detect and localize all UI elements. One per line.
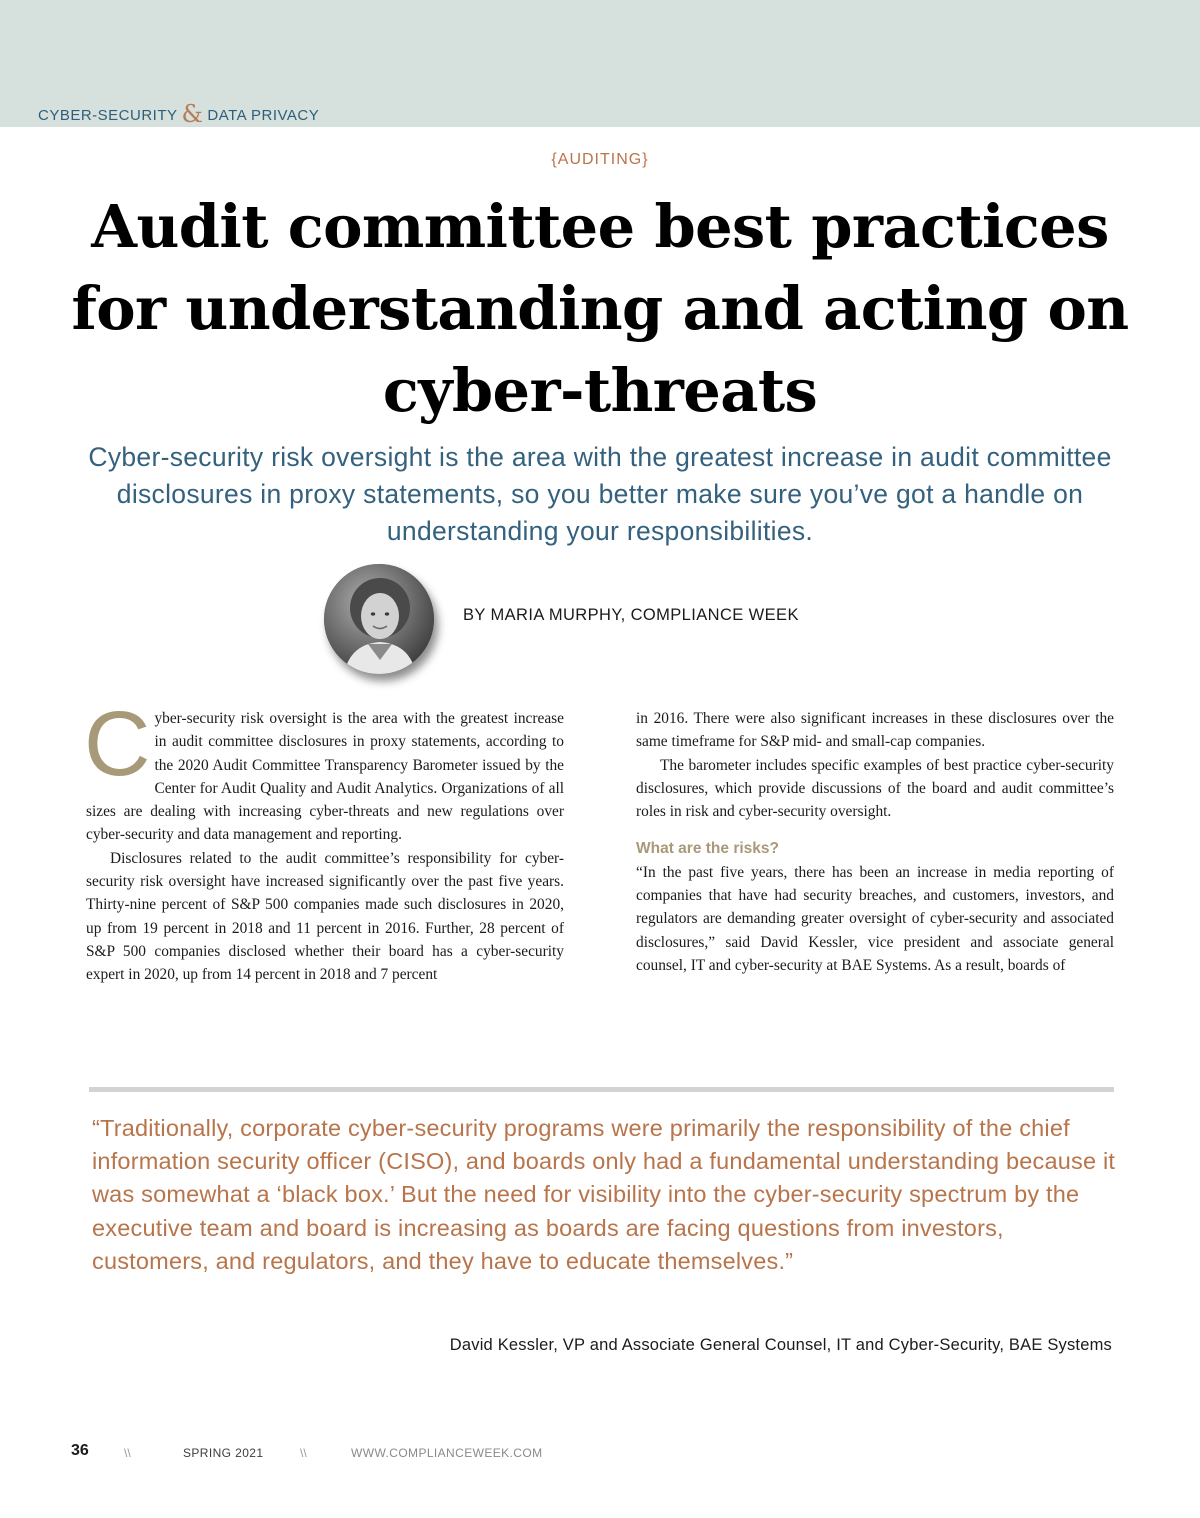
article-deck: Cyber-security risk oversight is the area with the greatest increase in audit committee disclosures in proxy statements, so you better make sure you’ve got a handle on understanding your responsibilities. xyxy=(88,442,1112,546)
section-label xyxy=(38,98,319,126)
body-paragraph: Disclosures related to the audit committee’s responsibility for cyber-security risk oversight have increased significantly over the past five years. Thirty-nine percent of S&P 500 companies made such disclosures in 2020, up from 19 percent in 2018 and 11 percent in 2016. Further, 28 percent of S&P 500 companies disclosed whether their board has a cyber-security expert in 2020, up from 14 percent in 2018 and 7 percent xyxy=(86,849,564,984)
page-number: 36 xyxy=(71,1442,89,1459)
body-paragraph xyxy=(84,693,564,847)
article-byline: BY MARIA MURPHY, COMPLIANCE WEEK xyxy=(463,606,799,624)
footer-separator: \\ xyxy=(300,1446,307,1460)
body-paragraph: “In the past five years, there has been an increase in media reporting of companies that have had security breaches, and customers, investors, and regulators are demanding greater oversight of cyber-security and associated disclosures,” said David Kessler, vice president and associate general counsel, IT and cyber-security at BAE Systems. As a result, boards of xyxy=(636,863,1114,974)
article-kicker: {AUDITING} xyxy=(551,151,649,168)
section-label-left: CYBER-SECURITY xyxy=(38,107,178,124)
body-column-left xyxy=(84,693,564,987)
body-paragraph: in 2016. There were also significant increases in these disclosures over the same timeframe for S&P mid- and small-cap companies. xyxy=(636,710,1114,751)
body-paragraph-text: yber-security risk oversight is the area with the greatest increase in audit committee disclosures in proxy statements, according to the 2020 Audit Committee Transparency Barometer issued by the Center for Audit Quality and Audit Analytics. Organizations of all sizes are dealing with increasing cyber-threats and new regulations over cyber-security and data management and reporting. xyxy=(86,710,564,844)
pullquote-divider xyxy=(89,1087,1114,1092)
section-ampersand: & xyxy=(181,100,204,128)
footer-separator: \\ xyxy=(124,1446,131,1460)
body-column-right xyxy=(636,707,1114,977)
body-paragraph: The barometer includes specific examples of best practice cyber-security disclosures, which provide discussions of the board and audit committee’s roles in risk and cyber-security oversight. xyxy=(636,756,1114,821)
pull-quote: “Traditionally, corporate cyber-security programs were primarily the responsibility of the chief information security officer (CISO), and boards only had a fundamental understanding because it was somewhat a ‘black box.’ But the need for visibility into the cyber-security spectrum by the executive team and board is increasing as boards are facing questions from investors, customers, and regulators, and they have to educate themselves.” xyxy=(92,1115,1116,1274)
article-headline: Audit committee best practices for understanding and acting on cyber-threats xyxy=(71,192,1129,425)
section-subhead: What are the risks? xyxy=(636,840,779,858)
drop-cap: C xyxy=(84,693,151,795)
author-portrait-icon xyxy=(324,564,434,674)
issue-date: SPRING 2021 xyxy=(183,1446,264,1460)
website-url: WWW.COMPLIANCEWEEK.COM xyxy=(351,1446,543,1460)
author-photo xyxy=(324,564,434,674)
page-footer xyxy=(0,1443,1200,1467)
section-label-right: DATA PRIVACY xyxy=(207,107,320,124)
pull-quote-attribution: David Kessler, VP and Associate General Counsel, IT and Cyber-Security, BAE Systems xyxy=(449,1336,1112,1354)
